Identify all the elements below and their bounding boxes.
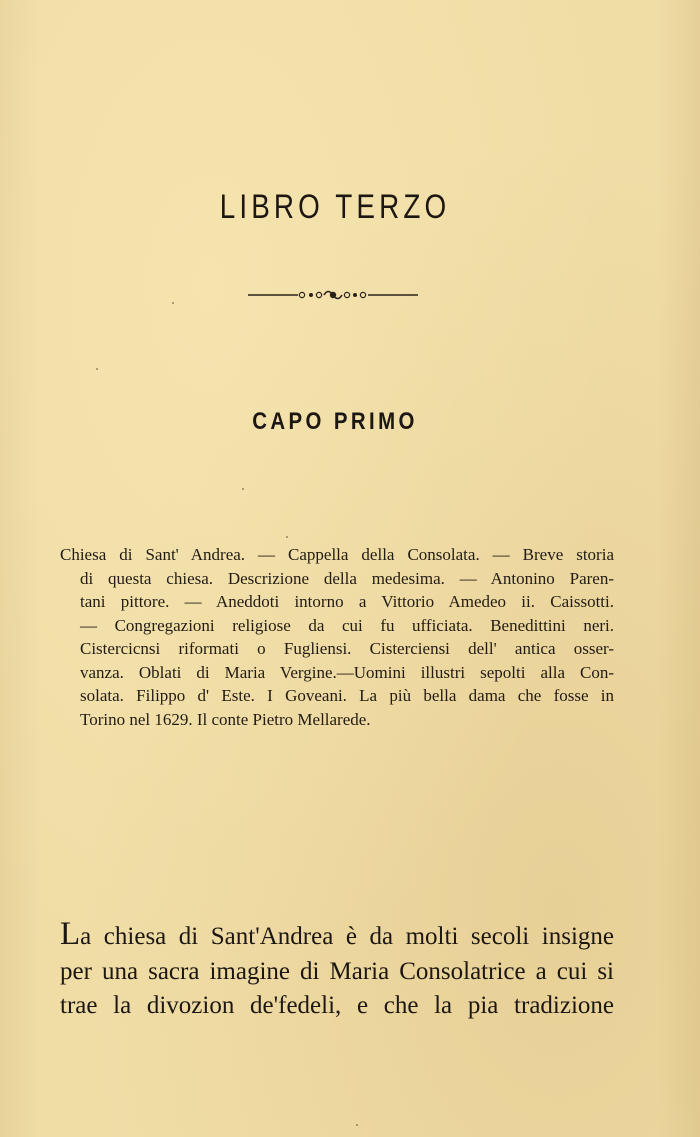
summary-line: Cistercicnsi riformati o Fugliensi. Cisterciensi dell' antica osser-: [80, 639, 614, 658]
paper-speck: [96, 368, 98, 370]
summary-line: tani pittore. — Aneddoti intorno a Vittorio Amedeo ii. Caissotti.: [80, 592, 614, 611]
book-title: LIBRO TERZO: [219, 188, 451, 226]
drop-cap: L: [60, 916, 81, 952]
chapter-title: CAPO PRIMO: [252, 408, 418, 435]
paper-speck: [286, 536, 288, 538]
ornament-divider: [248, 286, 418, 304]
paper-speck: [356, 1124, 358, 1126]
paper-speck: [242, 488, 244, 490]
chapter-summary: [60, 543, 614, 731]
summary-line: Chiesa di Sant' Andrea. — Cappella della Consolata. — Breve storia: [60, 545, 614, 564]
body-line: trae la divozion de'fedeli, e che la pia tradizione: [60, 992, 614, 1019]
paper-speck: [172, 302, 174, 304]
summary-line: — Congregazioni religiose da cui fu ufficiata. Benedittini neri.: [80, 615, 614, 635]
body-line: [60, 917, 614, 955]
summary-line: vanza. Oblati di Maria Vergine.—Uomini illustri sepolti alla Con-: [80, 662, 614, 682]
summary-line: Torino nel 1629. Il conte Pietro Mellarede.: [80, 709, 371, 729]
body-line: per una sacra imagine di Maria Consolatrice a cui si: [60, 957, 614, 985]
summary-line: solata. Filippo d' Este. I Goveani. La più bella dama che fosse in: [80, 686, 614, 705]
body-line-text: a chiesa di Sant'Andrea è da molti secoli insigne: [80, 923, 614, 950]
body-paragraph: [60, 917, 614, 1024]
summary-line: di questa chiesa. Descrizione della medesima. — Antonino Paren-: [80, 568, 614, 588]
